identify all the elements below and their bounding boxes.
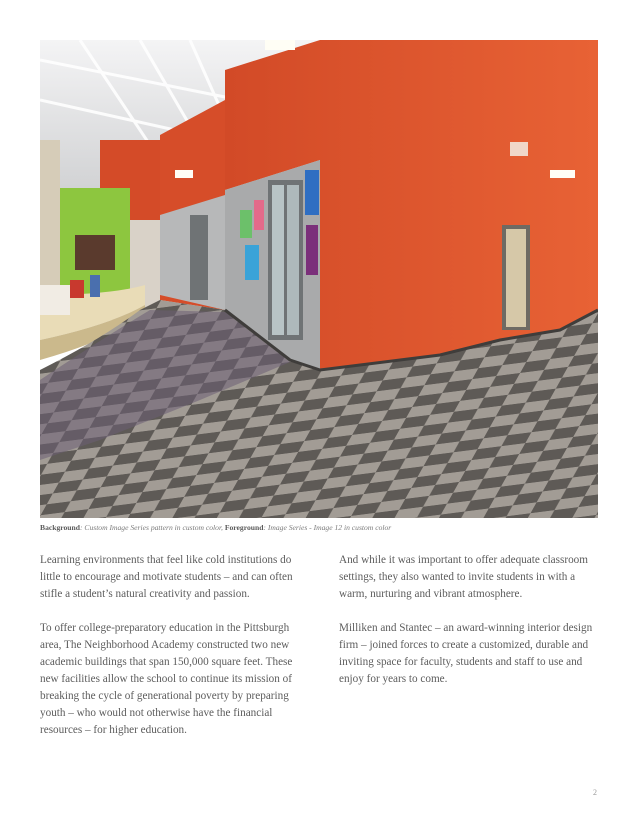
hallway-illustration [40,40,598,518]
right-text-column [339,552,601,705]
caption-foreground-label: Foreground [224,523,264,532]
hallway-photo [40,40,598,518]
caption-background-label: Background [40,523,80,532]
photo-caption [40,523,600,532]
paragraph: Milliken and Stantec – an award-winning interior design firm – joined forces to create a customized, durable and inviting space for faculty, students and staff to use and enjoy for years to come. [339,622,593,685]
caption-background-text: : Custom Image Series pattern in custom color, [79,523,223,532]
paragraph: And while it was important to offer adequate classroom settings, they also wanted to invite students in with a warm, nurturing and vibrant atmosphere. [339,554,588,600]
paragraph: Learning environments that feel like cold institutions do little to encourage and motivate students – and can often stifle a student’s natural creativity and passion. [40,554,293,600]
page-number: 2 [593,788,597,797]
left-text-column [40,552,302,756]
paragraph: To offer college-preparatory education in the Pittsburgh area, The Neighborhood Academy constructed two new academic buildings that span 150,000 square feet. These new facilities allow the school to continue its mission of breaking the cycle of generational poverty by preparing youth – who would not otherwise have the financial resources – for higher education. [40,622,293,736]
caption-foreground-text: : Image Series - Image 12 in custom color [263,523,392,532]
